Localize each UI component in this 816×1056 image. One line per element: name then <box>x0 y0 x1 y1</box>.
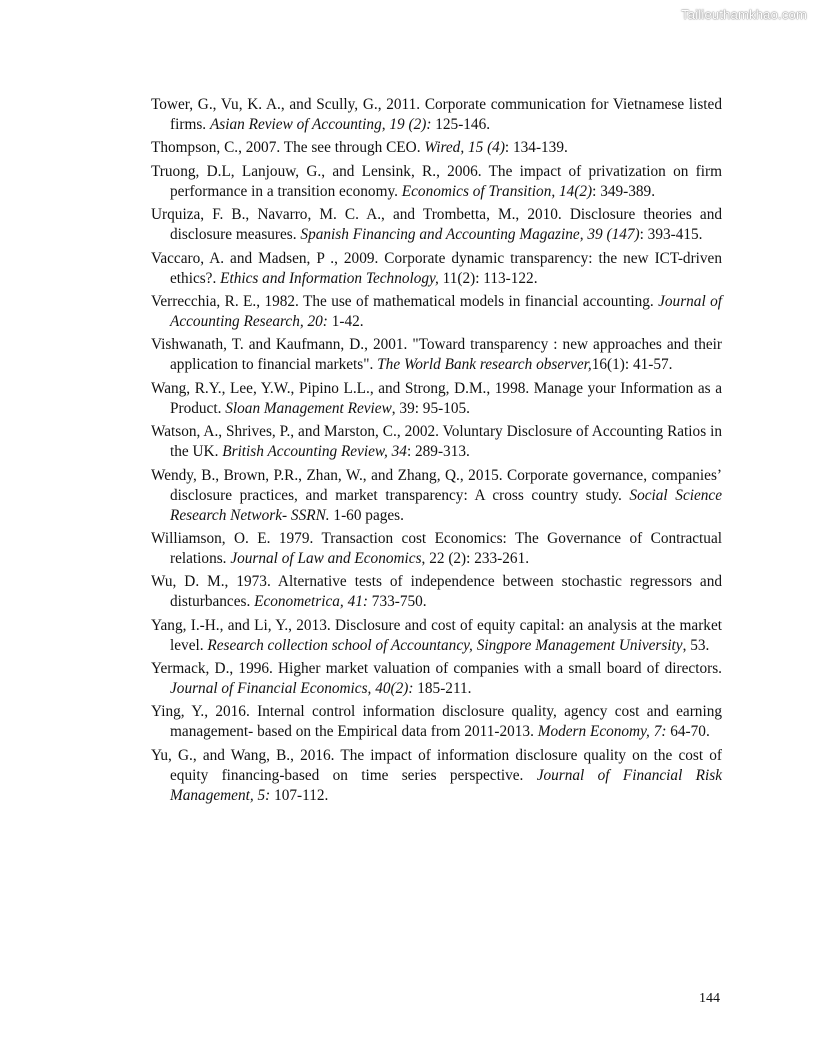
reference-item <box>151 616 722 656</box>
reference-source: Journal of Financial Risk Management, 5: <box>170 766 722 804</box>
reference-source: Journal of Law and Economics <box>230 549 422 567</box>
reference-source: British Accounting Review, 34 <box>222 443 407 461</box>
reference-text: Williamson, O. E. 1979. Transaction cost Economics: The Governance of Contractual relations. <box>151 529 722 567</box>
page-number: 144 <box>699 991 720 1006</box>
reference-text: Vaccaro, A. and Madsen, P ., 2009. Corporate dynamic transparency: the new ICT-driven ethics?. <box>151 249 722 287</box>
reference-source: Spanish Financing and Accounting Magazine, 39 (147) <box>300 226 640 244</box>
reference-source: Sloan Management Review <box>225 399 392 417</box>
reference-item <box>151 335 722 375</box>
reference-details: 64-70. <box>666 723 710 741</box>
reference-text: Ying, Y., 2016. Internal control information disclosure quality, agency cost and earning management- based on the Empirical data from 2011-2013. <box>151 703 722 741</box>
reference-details: 733-750. <box>367 593 427 611</box>
reference-details: 1-42. <box>327 312 364 330</box>
reference-details: 11(2): 113-122. <box>438 269 538 287</box>
reference-text: Yermack, D., 1996. Higher market valuation of companies with a small board of directors. <box>151 660 722 678</box>
reference-source: Economics of Transition, 14(2) <box>401 182 593 200</box>
reference-text: Wang, R.Y., Lee, Y.W., Pipino L.L., and Strong, D.M., 1998. Manage your Information as a Product. <box>151 379 722 417</box>
reference-item <box>151 249 722 289</box>
reference-text: Wendy, B., Brown, P.R., Zhan, W., and Zhang, Q., 2015. Corporate governance, companies’ disclosure practices, and market transparency: A cross country study. <box>151 466 722 504</box>
reference-list <box>151 95 722 809</box>
reference-item <box>151 702 722 742</box>
reference-text: Watson, A., Shrives, P., and Marston, C., 2002. Voluntary Disclosure of Accounting Ratios in the UK. <box>151 423 722 461</box>
reference-details: 16(1): 41-57. <box>591 356 673 374</box>
reference-text: Yu, G., and Wang, B., 2016. The impact of information disclosure quality on the cost of equity financing-based on time series perspective. <box>151 746 722 784</box>
reference-item <box>151 572 722 612</box>
reference-source: The World Bank research observer, <box>377 356 592 374</box>
reference-details: , 22 (2): 233-261. <box>421 549 530 567</box>
reference-text: Verrecchia, R. E., 1982. The use of mathematical models in financial accounting. <box>151 292 659 310</box>
reference-details: : 393-415. <box>639 226 703 244</box>
reference-item <box>151 379 722 419</box>
reference-details: 185-211. <box>413 680 472 698</box>
reference-details: , 39: 95-105. <box>391 399 470 417</box>
reference-details: 125-146. <box>431 116 491 133</box>
reference-item <box>151 659 722 699</box>
reference-source: Wired, 15 (4) <box>424 139 505 157</box>
reference-details: : 134-139. <box>504 139 568 157</box>
reference-source: Econometrica, 41: <box>254 593 368 611</box>
reference-details: : 289-313. <box>406 443 470 461</box>
reference-text: Wu, D. M., 1973. Alternative tests of independence between stochastic regressors and disturbances. <box>151 573 722 611</box>
reference-source: Social Science Research Network- SSRN. <box>170 486 723 524</box>
reference-item <box>151 422 722 462</box>
reference-source: Modern Economy, 7: <box>537 723 667 741</box>
watermark: Tailieuthamkhao.com <box>681 7 807 22</box>
reference-source: Journal of Financial Economics, 40(2): <box>170 680 414 698</box>
reference-item <box>151 292 722 332</box>
reference-item <box>151 466 722 526</box>
reference-details: 1-60 pages. <box>329 506 404 524</box>
reference-source: Asian Review of Accounting, 19 (2): <box>209 116 432 133</box>
reference-text: Truong, D.L, Lanjouw, G., and Lensink, R., 2006. The impact of privatization on firm performance in a transition economy. <box>151 162 722 200</box>
reference-text: Vishwanath, T. and Kaufmann, D., 2001. "Toward transparency : new approaches and their application to financial markets". <box>151 336 722 374</box>
reference-details: : 349-389. <box>592 182 656 200</box>
reference-source: Journal of Accounting Research, 20: <box>170 292 723 330</box>
reference-text: Yang, I.-H., and Li, Y., 2013. Disclosure and cost of equity capital: an analysis at the market level. <box>151 616 722 654</box>
reference-text: Thompson, C., 2007. The see through CEO. <box>151 139 425 157</box>
reference-item <box>151 205 722 245</box>
reference-item <box>151 746 722 806</box>
reference-item <box>151 162 722 202</box>
reference-item <box>151 138 722 158</box>
reference-item <box>151 95 722 135</box>
reference-source: Ethics and Information Technology, <box>220 269 439 287</box>
reference-item <box>151 529 722 569</box>
reference-source: Research collection school of Accountancy, Singpore Management University <box>207 636 683 654</box>
reference-details: , 53. <box>682 636 710 654</box>
reference-text: Urquiza, F. B., Navarro, M. C. A., and Trombetta, M., 2010. Disclosure theories and disclosure measures. <box>151 206 722 244</box>
reference-details: 107-112. <box>270 786 329 804</box>
reference-text: Tower, G., Vu, K. A., and Scully, G., 2011. Corporate communication for Vietnamese listed firms. <box>151 96 722 133</box>
